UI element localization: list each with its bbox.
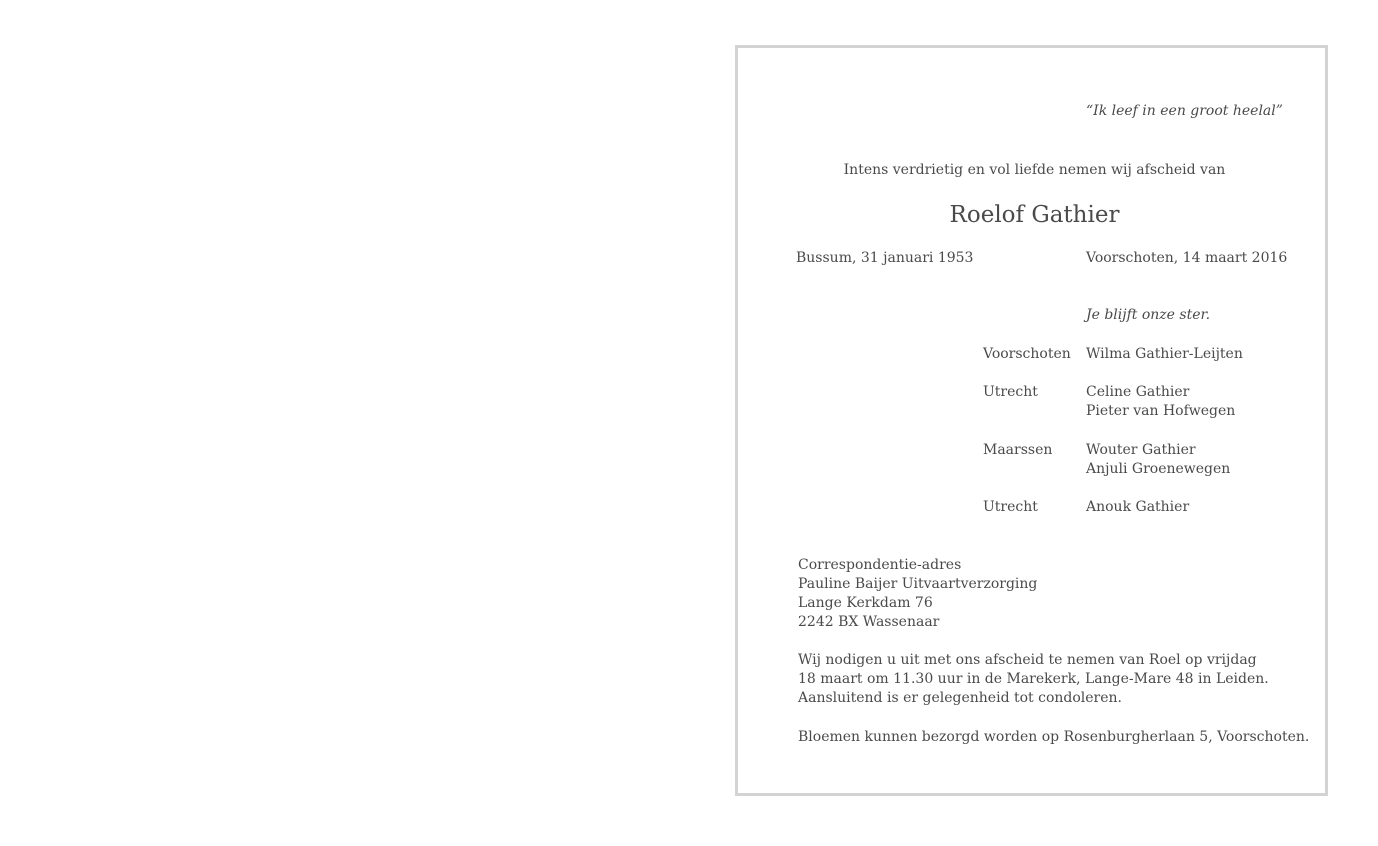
obituary-card — [735, 45, 1328, 796]
family-member: Celine Gathier — [1086, 384, 1190, 400]
deceased-name: Roelof Gathier — [949, 202, 1120, 228]
family-member: Anjuli Groenewegen — [1086, 461, 1231, 477]
family-member: Wilma Gathier-Leijten — [1086, 346, 1243, 362]
invitation-line: Wij nodigen u uit met ons afscheid te nemen van Roel op vrijdag — [798, 652, 1257, 668]
family-member: Anouk Gathier — [1086, 499, 1190, 515]
correspondence-line: Lange Kerkdam 76 — [798, 595, 933, 611]
family-place: Maarssen — [983, 442, 1053, 458]
family-member: Pieter van Hofwegen — [1086, 403, 1236, 419]
family-place: Utrecht — [983, 384, 1038, 400]
correspondence-heading: Correspondentie-adres — [798, 557, 962, 573]
quote: “Ik leef in een groot heelal” — [1086, 103, 1283, 119]
death-date: Voorschoten, 14 maart 2016 — [1086, 250, 1288, 266]
family-place: Voorschoten — [983, 346, 1071, 362]
family-place: Utrecht — [983, 499, 1038, 515]
correspondence-line: Pauline Baijer Uitvaartverzorging — [798, 576, 1038, 592]
intro-text: Intens verdrietig en vol liefde nemen wij afscheid van — [843, 162, 1226, 178]
closing-line: Je blijft onze ster. — [1086, 307, 1211, 323]
birth-date: Bussum, 31 januari 1953 — [796, 250, 974, 266]
flowers-note: Bloemen kunnen bezorgd worden op Rosenburgherlaan 5, Voorschoten. — [798, 729, 1310, 745]
correspondence-line: 2242 BX Wassenaar — [798, 614, 940, 630]
family-member: Wouter Gathier — [1086, 442, 1196, 458]
invitation-line: 18 maart om 11.30 uur in de Marekerk, Lange-Mare 48 in Leiden. — [798, 671, 1269, 687]
invitation-line: Aansluitend is er gelegenheid tot condoleren. — [798, 690, 1122, 706]
